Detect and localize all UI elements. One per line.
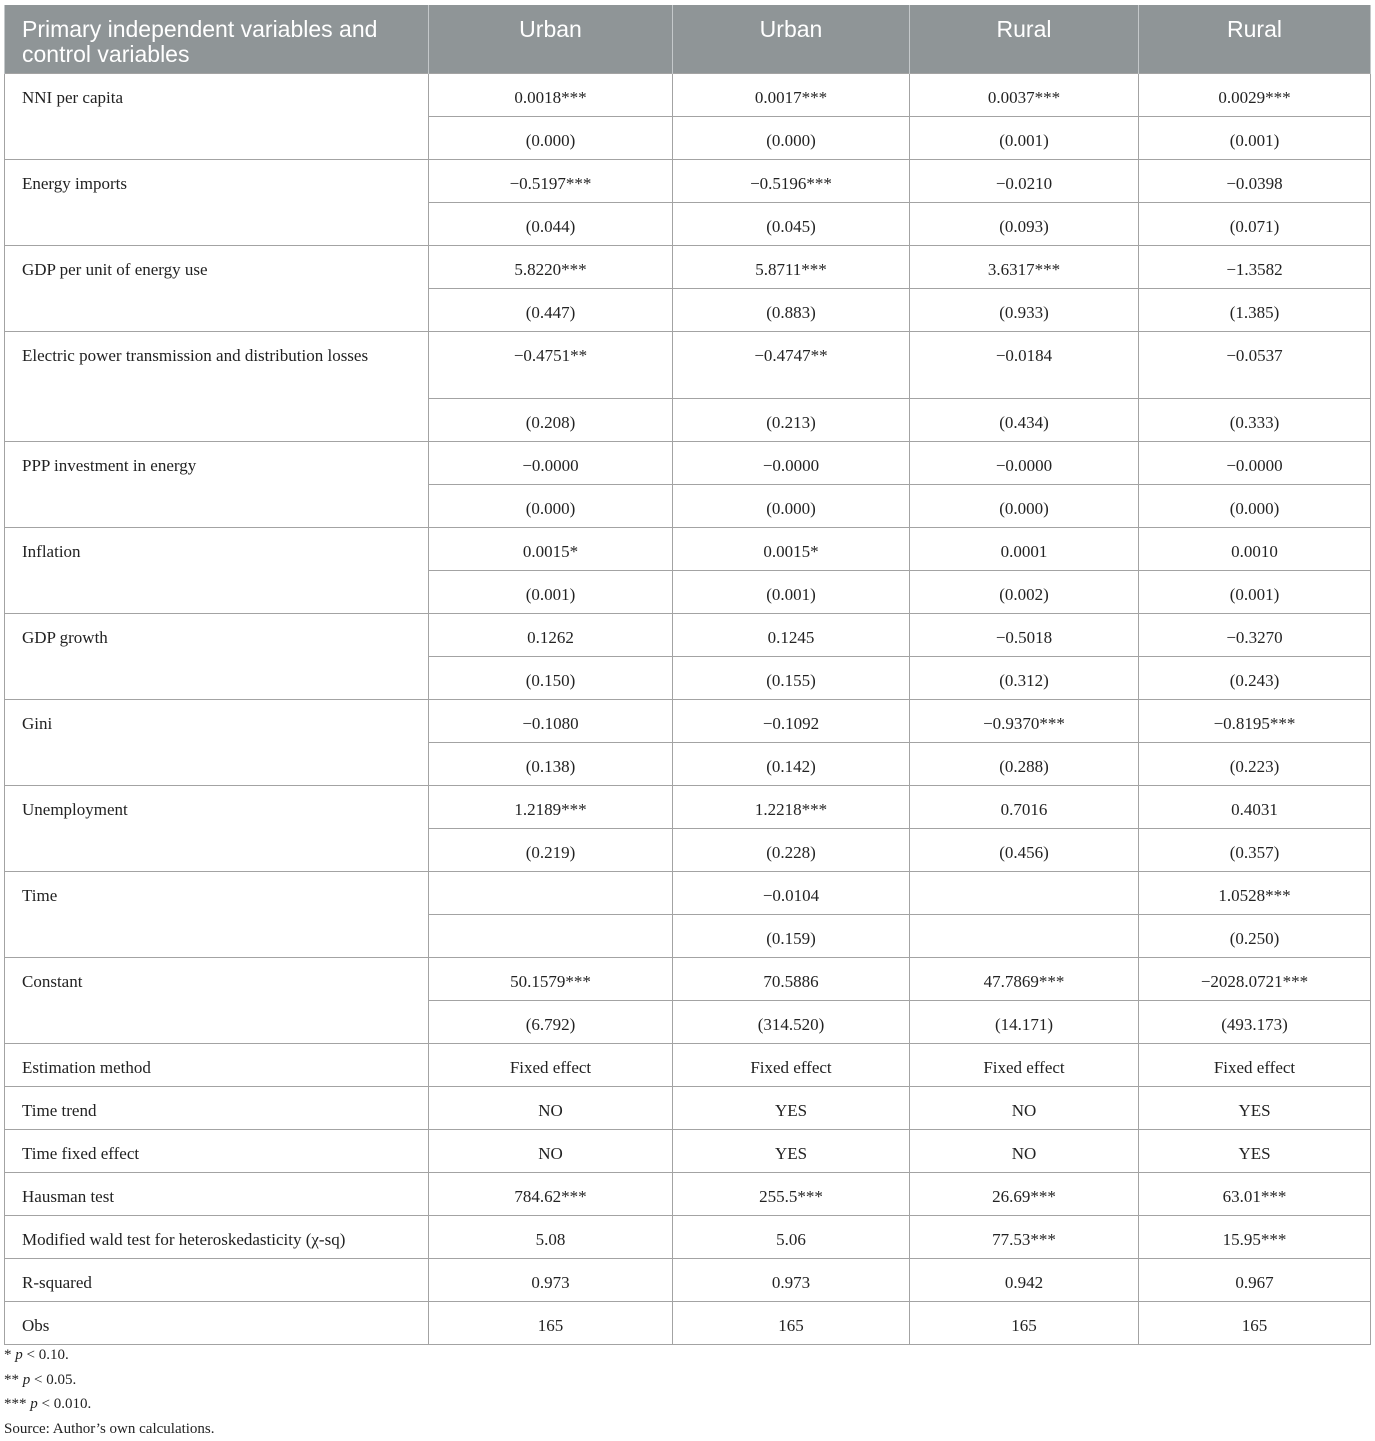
coefficient-cell: 0.0001 <box>910 527 1139 570</box>
standard-error-cell <box>429 914 673 957</box>
standard-error-cell: (0.883) <box>673 288 910 331</box>
stat-value-cell: 255.5*** <box>673 1172 910 1215</box>
table-row-coef <box>5 785 1371 828</box>
standard-error-cell: (0.001) <box>429 570 673 613</box>
header-col-3: Rural <box>910 5 1139 73</box>
coefficient-cell: 0.0015* <box>673 527 910 570</box>
standard-error-cell: (0.045) <box>673 202 910 245</box>
standard-error-cell: (0.447) <box>429 288 673 331</box>
standard-error-cell: (0.219) <box>429 828 673 871</box>
footnote-text: < 0.10. <box>23 1347 69 1363</box>
stat-label: Hausman test <box>5 1172 429 1215</box>
standard-error-cell: (0.223) <box>1139 742 1371 785</box>
variable-label: PPP investment in energy <box>5 441 429 527</box>
table-row-coef <box>5 957 1371 1000</box>
stat-value-cell: NO <box>910 1086 1139 1129</box>
footnote-p: p <box>30 1396 38 1412</box>
coefficient-cell: 0.4031 <box>1139 785 1371 828</box>
stat-value-cell: NO <box>429 1129 673 1172</box>
standard-error-cell: (0.001) <box>673 570 910 613</box>
table-row-coef <box>5 871 1371 914</box>
table-header <box>5 5 1371 73</box>
source-note: Source: Author’s own calculations. <box>4 1417 215 1441</box>
footnote-p: p <box>23 1372 31 1388</box>
table-row-stat <box>5 1172 1371 1215</box>
footnote-3 <box>4 1392 215 1417</box>
coefficient-cell: −0.0000 <box>1139 441 1371 484</box>
stat-value-cell: NO <box>910 1129 1139 1172</box>
variable-label: Time <box>5 871 429 957</box>
stat-value-cell: 0.973 <box>429 1258 673 1301</box>
variable-label: Constant <box>5 957 429 1043</box>
variable-label: GDP per unit of energy use <box>5 245 429 331</box>
standard-error-cell: (0.213) <box>673 398 910 441</box>
coefficient-cell: −0.5018 <box>910 613 1139 656</box>
variable-label: Unemployment <box>5 785 429 871</box>
standard-error-cell: (0.312) <box>910 656 1139 699</box>
coefficient-cell: −0.3270 <box>1139 613 1371 656</box>
stat-value-cell: 0.967 <box>1139 1258 1371 1301</box>
standard-error-cell: (0.071) <box>1139 202 1371 245</box>
header-col-1: Urban <box>429 5 673 73</box>
coefficient-cell: 0.0029*** <box>1139 73 1371 116</box>
stat-value-cell: 26.69*** <box>910 1172 1139 1215</box>
variable-label: NNI per capita <box>5 73 429 159</box>
standard-error-cell: (0.434) <box>910 398 1139 441</box>
table-row-stat <box>5 1301 1371 1344</box>
coefficient-cell: −0.9370*** <box>910 699 1139 742</box>
coefficient-cell: 47.7869*** <box>910 957 1139 1000</box>
coefficient-cell: −0.0104 <box>673 871 910 914</box>
footnote-text: < 0.010. <box>38 1396 91 1412</box>
stat-value-cell: YES <box>673 1129 910 1172</box>
stat-value-cell: 63.01*** <box>1139 1172 1371 1215</box>
coefficient-cell: 0.0015* <box>429 527 673 570</box>
coefficient-cell: 5.8711*** <box>673 245 910 288</box>
footnote-stars: *** <box>4 1396 27 1412</box>
coefficient-cell: −0.0184 <box>910 331 1139 398</box>
standard-error-cell: (0.933) <box>910 288 1139 331</box>
standard-error-cell: (493.173) <box>1139 1000 1371 1043</box>
header-col-2: Urban <box>673 5 910 73</box>
table-row-stat <box>5 1043 1371 1086</box>
coefficient-cell: −0.4747** <box>673 331 910 398</box>
standard-error-cell: (0.002) <box>910 570 1139 613</box>
standard-error-cell: (314.520) <box>673 1000 910 1043</box>
variable-label: GDP growth <box>5 613 429 699</box>
standard-error-cell: (0.001) <box>1139 570 1371 613</box>
table-footnotes <box>4 1343 215 1441</box>
table-row-coef <box>5 613 1371 656</box>
table-row-coef <box>5 73 1371 116</box>
standard-error-cell: (6.792) <box>429 1000 673 1043</box>
table-body <box>5 73 1371 1344</box>
standard-error-cell <box>910 914 1139 957</box>
stat-value-cell: 165 <box>910 1301 1139 1344</box>
coefficient-cell: −0.4751** <box>429 331 673 398</box>
coefficient-cell: −0.0537 <box>1139 331 1371 398</box>
variable-label: Inflation <box>5 527 429 613</box>
stat-value-cell: 784.62*** <box>429 1172 673 1215</box>
standard-error-cell: (0.243) <box>1139 656 1371 699</box>
footnote-text: < 0.05. <box>30 1372 76 1388</box>
coefficient-cell: −2028.0721*** <box>1139 957 1371 1000</box>
coefficient-cell: 50.1579*** <box>429 957 673 1000</box>
coefficient-cell: −0.0398 <box>1139 159 1371 202</box>
standard-error-cell: (0.000) <box>673 484 910 527</box>
coefficient-cell: −0.5197*** <box>429 159 673 202</box>
stat-label: Time trend <box>5 1086 429 1129</box>
footnote-1 <box>4 1343 215 1368</box>
coefficient-cell: 1.2189*** <box>429 785 673 828</box>
standard-error-cell: (0.000) <box>673 116 910 159</box>
stat-value-cell: 15.95*** <box>1139 1215 1371 1258</box>
stat-label: R-squared <box>5 1258 429 1301</box>
stat-value-cell: 5.08 <box>429 1215 673 1258</box>
table-row-coef <box>5 159 1371 202</box>
variable-label: Electric power transmission and distribution losses <box>5 331 429 441</box>
coefficient-cell: −0.8195*** <box>1139 699 1371 742</box>
standard-error-cell: (0.250) <box>1139 914 1371 957</box>
standard-error-cell: (0.001) <box>910 116 1139 159</box>
stat-label: Time fixed effect <box>5 1129 429 1172</box>
coefficient-cell: 0.0037*** <box>910 73 1139 116</box>
standard-error-cell: (0.138) <box>429 742 673 785</box>
stat-value-cell: YES <box>673 1086 910 1129</box>
header-row <box>5 5 1371 73</box>
table-row-stat <box>5 1215 1371 1258</box>
stat-value-cell: Fixed effect <box>673 1043 910 1086</box>
stat-value-cell: NO <box>429 1086 673 1129</box>
standard-error-cell: (14.171) <box>910 1000 1139 1043</box>
stat-label: Obs <box>5 1301 429 1344</box>
coefficient-cell <box>910 871 1139 914</box>
footnote-stars: ** <box>4 1372 19 1388</box>
variable-label: Energy imports <box>5 159 429 245</box>
stat-value-cell: 165 <box>673 1301 910 1344</box>
stat-value-cell: YES <box>1139 1129 1371 1172</box>
coefficient-cell: −1.3582 <box>1139 245 1371 288</box>
header-col-4: Rural <box>1139 5 1371 73</box>
standard-error-cell: (0.000) <box>429 116 673 159</box>
coefficient-cell: 0.0018*** <box>429 73 673 116</box>
standard-error-cell: (0.000) <box>429 484 673 527</box>
header-variables: Primary independent variables and control variables <box>5 5 429 73</box>
standard-error-cell: (0.333) <box>1139 398 1371 441</box>
stat-value-cell: Fixed effect <box>429 1043 673 1086</box>
standard-error-cell: (0.288) <box>910 742 1139 785</box>
coefficient-cell: 0.0017*** <box>673 73 910 116</box>
regression-table <box>4 5 1371 1345</box>
coefficient-cell: −0.1080 <box>429 699 673 742</box>
standard-error-cell: (0.001) <box>1139 116 1371 159</box>
footnote-stars: * <box>4 1347 12 1363</box>
coefficient-cell: 1.0528*** <box>1139 871 1371 914</box>
coefficient-cell: 1.2218*** <box>673 785 910 828</box>
standard-error-cell: (0.093) <box>910 202 1139 245</box>
standard-error-cell: (1.385) <box>1139 288 1371 331</box>
table-row-coef <box>5 441 1371 484</box>
variable-label: Gini <box>5 699 429 785</box>
stat-value-cell: 0.973 <box>673 1258 910 1301</box>
standard-error-cell: (0.044) <box>429 202 673 245</box>
stat-value-cell: 165 <box>1139 1301 1371 1344</box>
standard-error-cell: (0.000) <box>910 484 1139 527</box>
coefficient-cell: −0.0210 <box>910 159 1139 202</box>
coefficient-cell: 3.6317*** <box>910 245 1139 288</box>
standard-error-cell: (0.357) <box>1139 828 1371 871</box>
stat-value-cell: Fixed effect <box>910 1043 1139 1086</box>
stat-value-cell: 77.53*** <box>910 1215 1139 1258</box>
footnote-p: p <box>15 1347 23 1363</box>
table-row-stat <box>5 1129 1371 1172</box>
coefficient-cell: 0.0010 <box>1139 527 1371 570</box>
standard-error-cell: (0.228) <box>673 828 910 871</box>
table-row-stat <box>5 1258 1371 1301</box>
stat-value-cell: 5.06 <box>673 1215 910 1258</box>
standard-error-cell: (0.159) <box>673 914 910 957</box>
footnote-2 <box>4 1368 215 1393</box>
standard-error-cell: (0.000) <box>1139 484 1371 527</box>
standard-error-cell: (0.456) <box>910 828 1139 871</box>
table-row-stat <box>5 1086 1371 1129</box>
stat-value-cell: YES <box>1139 1086 1371 1129</box>
coefficient-cell: −0.0000 <box>673 441 910 484</box>
standard-error-cell: (0.208) <box>429 398 673 441</box>
stat-value-cell: 0.942 <box>910 1258 1139 1301</box>
coefficient-cell <box>429 871 673 914</box>
table-row-coef <box>5 245 1371 288</box>
coefficient-cell: 5.8220*** <box>429 245 673 288</box>
table-row-coef <box>5 699 1371 742</box>
stat-value-cell: Fixed effect <box>1139 1043 1371 1086</box>
table-row-coef <box>5 331 1371 398</box>
coefficient-cell: 0.1245 <box>673 613 910 656</box>
table-row-coef <box>5 527 1371 570</box>
coefficient-cell: 0.7016 <box>910 785 1139 828</box>
standard-error-cell: (0.155) <box>673 656 910 699</box>
coefficient-cell: −0.0000 <box>429 441 673 484</box>
coefficient-cell: −0.0000 <box>910 441 1139 484</box>
coefficient-cell: −0.1092 <box>673 699 910 742</box>
regression-table-container <box>4 5 1370 1345</box>
standard-error-cell: (0.150) <box>429 656 673 699</box>
stat-label: Estimation method <box>5 1043 429 1086</box>
stat-label: Modified wald test for heteroskedasticity (χ-sq) <box>5 1215 429 1258</box>
standard-error-cell: (0.142) <box>673 742 910 785</box>
coefficient-cell: 70.5886 <box>673 957 910 1000</box>
coefficient-cell: 0.1262 <box>429 613 673 656</box>
stat-value-cell: 165 <box>429 1301 673 1344</box>
coefficient-cell: −0.5196*** <box>673 159 910 202</box>
